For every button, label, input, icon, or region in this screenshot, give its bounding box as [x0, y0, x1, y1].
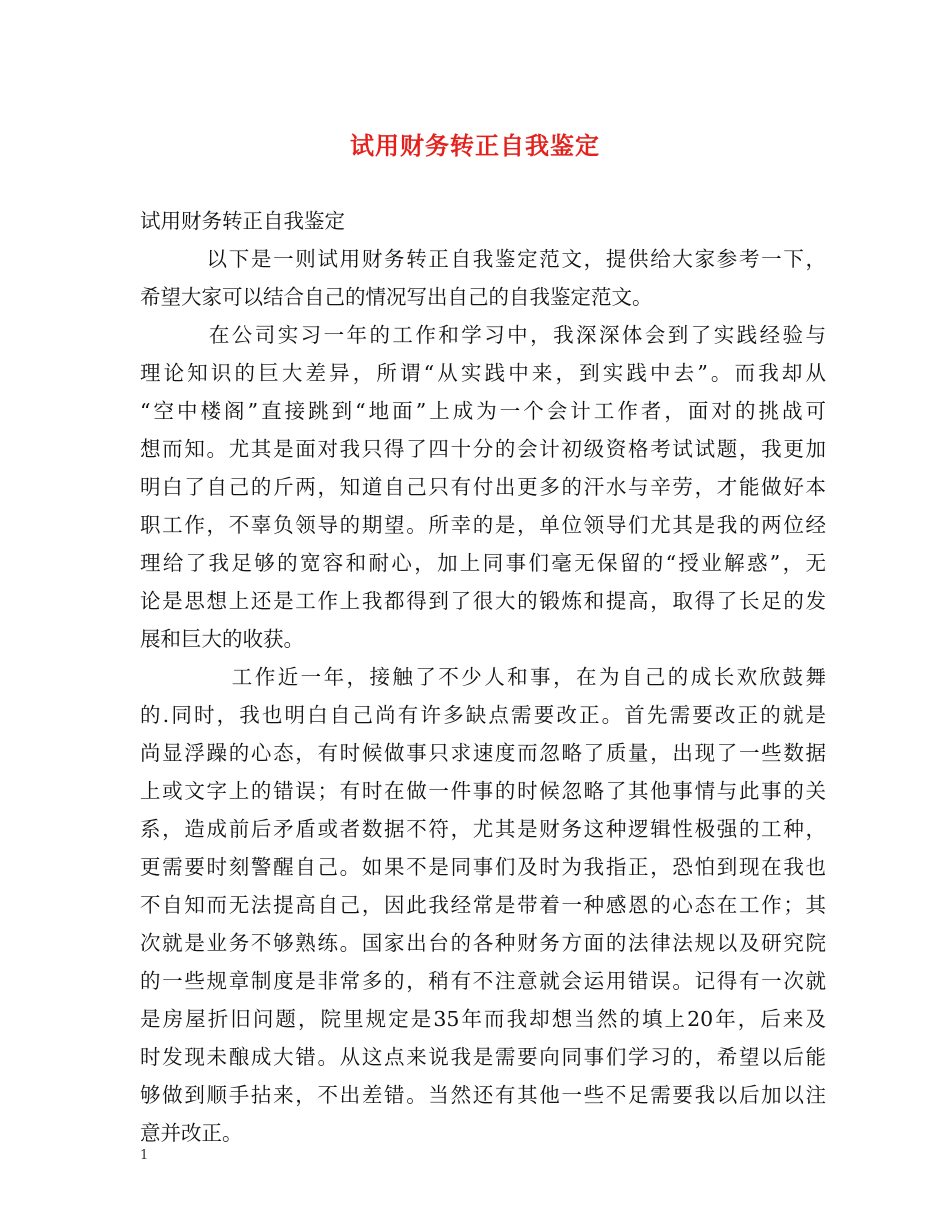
- paragraph-line: 以下是一则试用财务转正自我鉴定范文，提供给大家参考一下，: [140, 247, 826, 271]
- paragraph-line: 的.同时，我也明白自己尚有许多缺点需要改正。首先需要改正的就是: [140, 703, 826, 727]
- paragraph-line: 论是思想上还是工作上我都得到了很大的锻炼和提高，取得了长足的发: [140, 589, 826, 613]
- document-title: 试用财务转正自我鉴定: [350, 132, 600, 160]
- document-subtitle: 试用财务转正自我鉴定: [140, 209, 345, 233]
- paragraph-line: 理给了我足够的宽容和耐心，加上同事们毫无保留的“授业解惑”，无: [140, 551, 826, 575]
- paragraph-line: 尚显浮躁的心态，有时候做事只求速度而忽略了质量，出现了一些数据: [140, 741, 826, 765]
- paragraph-line: 不自知而无法提高自己，因此我经常是带着一种感恩的心态在工作；其: [140, 893, 826, 917]
- paragraph-line: 职工作，不辜负领导的期望。所幸的是，单位领导们尤其是我的两位经: [140, 513, 826, 537]
- paragraph-line: 展和巨大的收获。: [140, 627, 304, 651]
- paragraph-line: “空中楼阁”直接跳到“地面”上成为一个会计工作者，面对的挑战可: [140, 399, 826, 423]
- paragraph-line: 时发现未酿成大错。从这点来说我是需要向同事们学习的，希望以后能: [140, 1045, 826, 1069]
- paragraph-line: 是房屋折旧问题，院里规定是35年而我却想当然的填上20年，后来及: [140, 1007, 826, 1031]
- paragraph-line: 想而知。尤其是面对我只得了四十分的会计初级资格考试试题，我更加: [140, 437, 826, 461]
- paragraph-line: 次就是业务不够熟练。国家出台的各种财务方面的法律法规以及研究院: [140, 931, 826, 955]
- paragraph-line: 意并改正。: [140, 1121, 243, 1145]
- paragraph-line: 的一些规章制度是非常多的，稍有不注意就会运用错误。记得有一次就: [140, 969, 826, 993]
- paragraph-line: 够做到顺手拈来，不出差错。当然还有其他一些不足需要我以后加以注: [140, 1083, 826, 1107]
- paragraph-line: 在公司实习一年的工作和学习中，我深深体会到了实践经验与: [140, 323, 826, 347]
- page-number: 1: [140, 1148, 149, 1163]
- paragraph-line: 系，造成前后矛盾或者数据不符，尤其是财务这种逻辑性极强的工种，: [140, 817, 826, 841]
- paragraph-line: 理论知识的巨大差异，所谓“从实践中来，到实践中去”。而我却从: [140, 361, 826, 385]
- paragraph-line: 上或文字上的错误；有时在做一件事的时候忽略了其他事情与此事的关: [140, 779, 826, 803]
- paragraph-line: 希望大家可以结合自己的情况写出自己的自我鉴定范文。: [140, 285, 653, 309]
- paragraph-line: 工作近一年，接触了不少人和事，在为自己的成长欢欣鼓舞: [140, 665, 826, 689]
- document-body: [140, 202, 826, 1152]
- paragraph-line: 明白了自己的斤两，知道自己只有付出更多的汗水与辛劳，才能做好本: [140, 475, 826, 499]
- paragraph-line: 更需要时刻警醒自己。如果不是同事们及时为我指正，恐怕到现在我也: [140, 855, 826, 879]
